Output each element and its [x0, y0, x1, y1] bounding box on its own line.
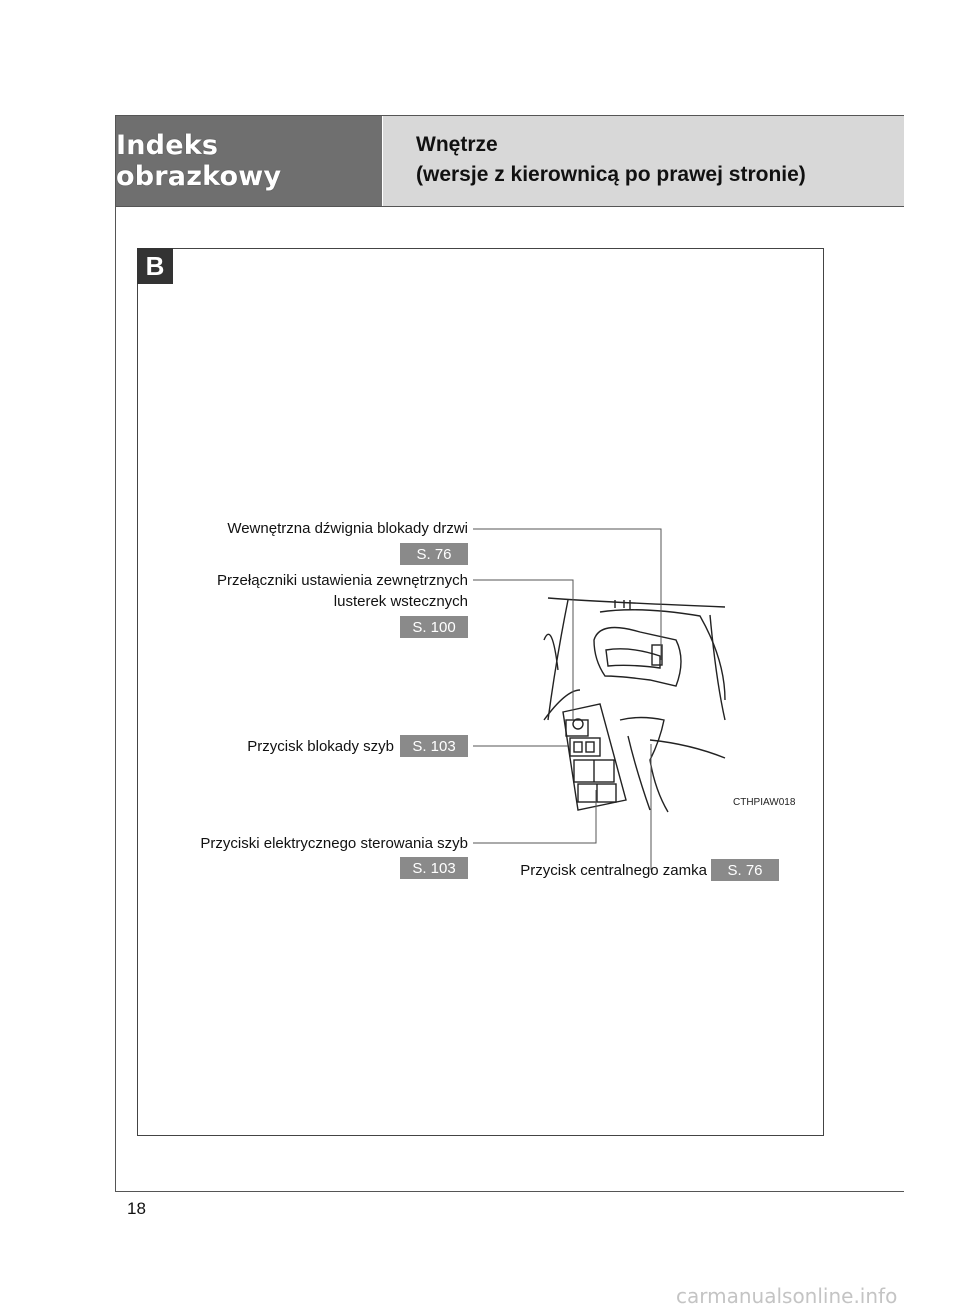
page-subtitle: (wersje z kierownicą po prawej stronie)	[416, 163, 806, 186]
page-ref-door-lock-lever: S. 76	[400, 543, 468, 565]
callout-window-lock-button: Przycisk blokady szyb	[247, 738, 394, 755]
page-number: 18	[127, 1199, 146, 1218]
page-ref-mirror-switches: S. 100	[400, 616, 468, 638]
callout-door-lock-lever: Wewnętrzna dźwignia blokady drzwi	[227, 520, 468, 537]
page-ref-central-lock-button: S. 76	[711, 859, 779, 881]
callout-mirror-switches-line1: Przełączniki ustawienia zewnętrznych	[217, 572, 468, 589]
image-code: CTHPIAW018	[733, 797, 796, 808]
section-title: Indeks obrazkowy	[116, 130, 282, 192]
figure-badge: B	[137, 248, 173, 284]
callout-central-lock-button: Przycisk centralnego zamka	[520, 862, 707, 879]
page-ref-window-lock-button: S. 103	[400, 735, 468, 757]
page-title: Wnętrze	[416, 133, 498, 156]
callout-mirror-switches-line2: lusterek wstecznych	[333, 593, 468, 610]
page-ref-power-window-switches: S. 103	[400, 857, 468, 879]
watermark: carmanualsonline.info	[676, 1284, 898, 1308]
callout-power-window-switches: Przyciski elektrycznego sterowania szyb	[200, 835, 468, 852]
